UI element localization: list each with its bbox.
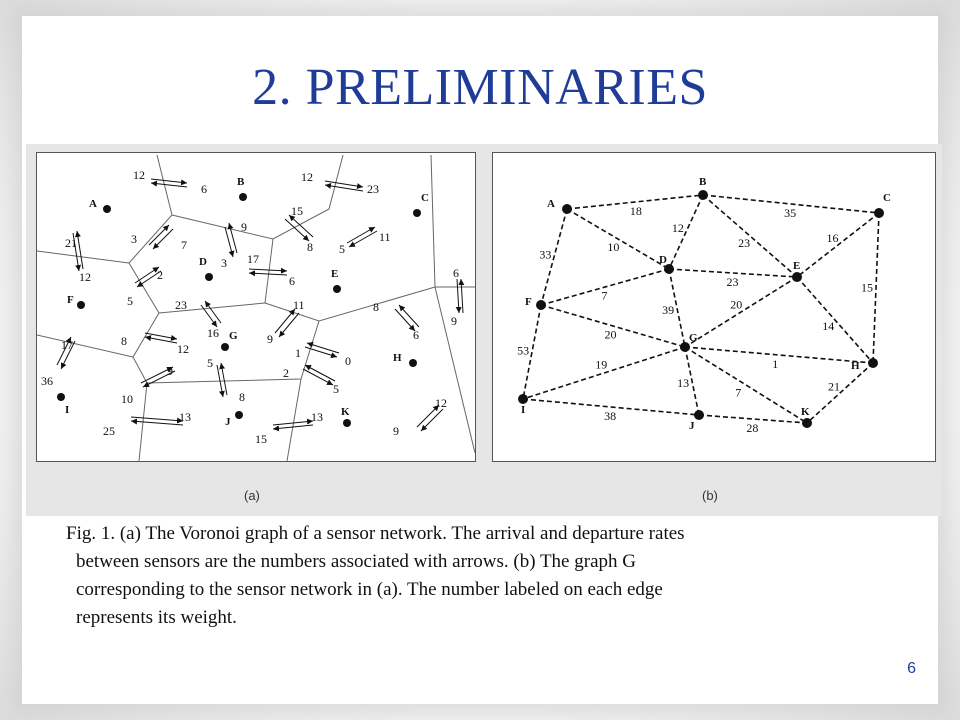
graph-node-label: C bbox=[883, 192, 891, 204]
graph-edge-G-H bbox=[685, 347, 873, 363]
rate-label: 17 bbox=[247, 252, 259, 266]
edge-weight-label: 15 bbox=[861, 280, 874, 295]
edge-weight-label: 10 bbox=[607, 239, 620, 254]
sensor-label: F bbox=[67, 294, 74, 306]
sensor-label: A bbox=[89, 198, 97, 210]
graph-panel bbox=[492, 152, 936, 462]
rate-label: 13 bbox=[311, 410, 323, 424]
rate-label: 12 bbox=[435, 396, 447, 410]
rate-label: 3 bbox=[131, 232, 137, 246]
sensor-label: H bbox=[393, 352, 402, 364]
rate-label: 9 bbox=[267, 332, 273, 346]
graph-edges bbox=[523, 195, 879, 423]
voronoi-panel bbox=[36, 152, 476, 462]
edge-weight-label: 18 bbox=[629, 203, 642, 218]
graph-node-I bbox=[518, 394, 528, 404]
graph-node-label: B bbox=[699, 176, 707, 188]
graph-node-F bbox=[536, 300, 546, 310]
rate-label: 17 bbox=[61, 338, 73, 352]
rate-label: 9 bbox=[393, 424, 399, 438]
graph-node-label: E bbox=[793, 260, 801, 272]
rate-label: 11 bbox=[293, 298, 305, 312]
edge-weight-label: 7 bbox=[735, 385, 742, 400]
rate-label: 15 bbox=[291, 204, 303, 218]
edge-weight-label: 21 bbox=[827, 379, 840, 394]
edge-weight-label: 7 bbox=[601, 288, 608, 303]
rate-label: 5 bbox=[333, 382, 339, 396]
edge-weight-labels bbox=[517, 204, 873, 435]
rate-label: 8 bbox=[121, 334, 127, 348]
rate-label: 15 bbox=[255, 432, 267, 446]
graph-edge-H-K bbox=[807, 363, 873, 423]
panel-a-caption: (a) bbox=[244, 488, 260, 503]
edge-weight-label: 16 bbox=[826, 230, 839, 245]
sensor-label: E bbox=[331, 268, 339, 280]
graph-node-label: K bbox=[801, 406, 810, 418]
rate-label: 16 bbox=[207, 326, 219, 340]
rate-label: 6 bbox=[289, 274, 295, 288]
rate-label: 3 bbox=[221, 256, 227, 270]
graph-edge-G-I bbox=[523, 347, 685, 399]
sensor-label: I bbox=[65, 404, 70, 416]
figure-caption bbox=[58, 520, 878, 632]
caption-line: corresponding to the sensor network in (a). The number labeled on each edge bbox=[76, 579, 663, 600]
edge-weight-label: 12 bbox=[671, 221, 684, 236]
voronoi-graph bbox=[37, 153, 475, 461]
edge-weight-label: 20 bbox=[604, 327, 617, 342]
weighted-graph bbox=[493, 153, 935, 461]
rate-label: 13 bbox=[179, 410, 191, 424]
edge-weight-label: 20 bbox=[730, 297, 743, 312]
graph-node-label: D bbox=[659, 254, 667, 266]
rate-label: 36 bbox=[41, 374, 53, 388]
graph-node-J bbox=[694, 410, 704, 420]
page-number: 6 bbox=[907, 660, 916, 677]
graph-node-A bbox=[562, 204, 572, 214]
rate-label: 2 bbox=[157, 268, 163, 282]
sensor-label: J bbox=[225, 416, 231, 428]
graph-node-K bbox=[802, 418, 812, 428]
graph-node-C bbox=[874, 208, 884, 218]
graph-node-label: I bbox=[521, 404, 526, 416]
edge-weight-label: 14 bbox=[822, 318, 835, 333]
edge-weight-label: 33 bbox=[539, 247, 552, 262]
rate-label: 7 bbox=[181, 238, 187, 252]
edge-weight-label: 19 bbox=[595, 357, 608, 372]
rate-label: 8 bbox=[307, 240, 313, 254]
sensor-label: G bbox=[229, 330, 238, 342]
rate-label: 10 bbox=[121, 392, 133, 406]
rate-label: 6 bbox=[453, 266, 459, 280]
rate-label: 6 bbox=[413, 328, 419, 342]
rate-label: 23 bbox=[367, 182, 379, 196]
edge-weight-label: 38 bbox=[604, 408, 617, 423]
graph-node-label: F bbox=[525, 296, 532, 308]
edge-weight-label: 35 bbox=[784, 205, 797, 220]
panel-b-caption: (b) bbox=[702, 488, 718, 503]
rate-label: 21 bbox=[65, 236, 77, 250]
graph-edge-E-G bbox=[685, 274, 797, 347]
rate-label: 2 bbox=[283, 366, 289, 380]
rate-label: 12 bbox=[177, 342, 189, 356]
graph-edge-C-H bbox=[873, 213, 879, 363]
rate-label: 5 bbox=[127, 294, 133, 308]
graph-node-label: J bbox=[689, 420, 695, 432]
edge-weight-label: 23 bbox=[726, 274, 739, 289]
edge-weight-label: 53 bbox=[517, 343, 530, 358]
caption-line: Fig. 1. (a) The Voronoi graph of a sensor network. The arrival and departure rates bbox=[66, 523, 685, 544]
edge-weight-label: 1 bbox=[772, 356, 779, 371]
sensor-label: B bbox=[237, 176, 245, 188]
figure bbox=[26, 144, 942, 516]
rate-label: 12 bbox=[133, 168, 145, 182]
rate-label: 9 bbox=[451, 314, 457, 328]
rate-label: 6 bbox=[201, 182, 207, 196]
rate-label: 5 bbox=[339, 242, 345, 256]
rate-arrows bbox=[57, 179, 463, 431]
sensor-label: K bbox=[341, 406, 350, 418]
rate-label: 23 bbox=[175, 298, 187, 312]
rate-label: 9 bbox=[167, 364, 173, 378]
sensor-label: D bbox=[199, 256, 207, 268]
rate-label: 0 bbox=[345, 354, 351, 368]
rate-label: 11 bbox=[379, 230, 391, 244]
rate-label: 25 bbox=[103, 424, 115, 438]
edge-weight-label: 28 bbox=[746, 420, 759, 435]
graph-node-label: A bbox=[547, 198, 555, 210]
graph-node-label: G bbox=[689, 332, 698, 344]
rate-label: 5 bbox=[207, 356, 213, 370]
edge-weight-label: 23 bbox=[738, 235, 751, 250]
caption-line: between sensors are the numbers associated with arrows. (b) The graph G bbox=[76, 551, 636, 572]
rate-label: 8 bbox=[373, 300, 379, 314]
edge-weight-label: 39 bbox=[662, 302, 675, 317]
graph-node-B bbox=[698, 190, 708, 200]
caption-line: represents its weight. bbox=[76, 607, 237, 628]
rate-label: 8 bbox=[239, 390, 245, 404]
rate-label: 12 bbox=[79, 270, 91, 284]
graph-node-label: H bbox=[851, 360, 860, 372]
graph-node-H bbox=[868, 358, 878, 368]
graph-edge-C-E bbox=[797, 213, 879, 277]
edge-weight-label: 13 bbox=[677, 375, 690, 390]
voronoi-edges bbox=[37, 155, 475, 461]
graph-edge-G-K bbox=[685, 347, 807, 423]
slide-title: 2. PRELIMINARIES bbox=[252, 59, 708, 116]
rate-label: 9 bbox=[241, 220, 247, 234]
rate-label: 1 bbox=[295, 346, 301, 360]
graph-node-E bbox=[792, 272, 802, 282]
rate-label: 12 bbox=[301, 170, 313, 184]
sensor-label: C bbox=[421, 192, 429, 204]
